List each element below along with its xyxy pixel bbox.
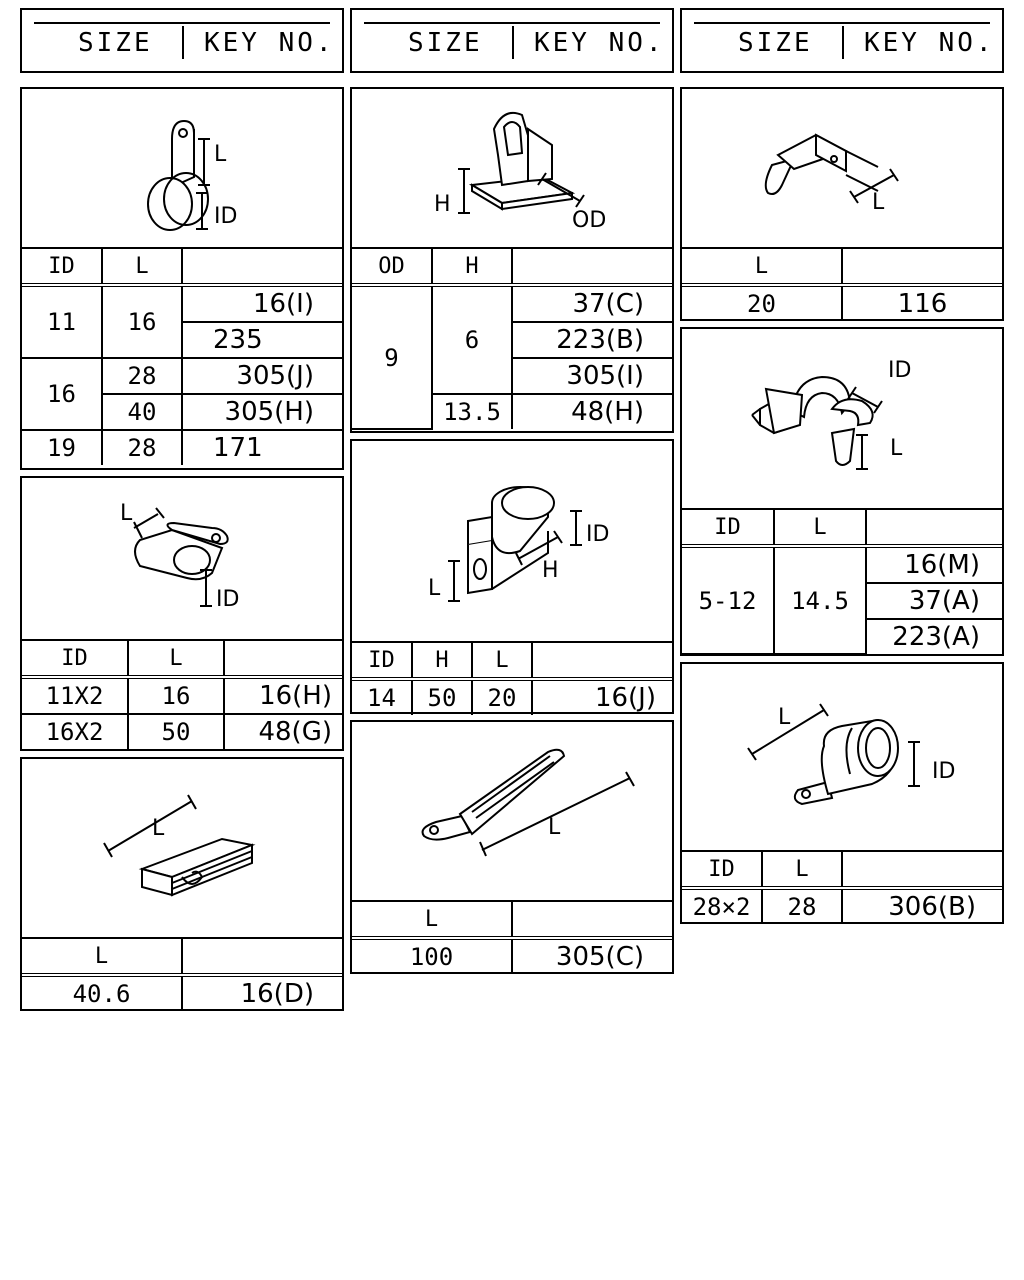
cell-h: 13.5 bbox=[432, 394, 512, 429]
col-header-od: OD bbox=[352, 248, 432, 285]
cell-id: 14 bbox=[352, 679, 412, 715]
col-header-id: ID bbox=[22, 248, 102, 285]
size-header: SIZE bbox=[738, 28, 813, 58]
dim-label-l: L bbox=[548, 815, 561, 840]
grommet-drawing bbox=[352, 89, 672, 247]
cell-key: 116 bbox=[842, 285, 1002, 321]
col-header-key bbox=[532, 642, 672, 679]
cell-key: 16(J) bbox=[532, 679, 672, 715]
col-header-l: L bbox=[682, 248, 842, 285]
clip-d-table bbox=[682, 247, 1002, 321]
part-clip-f bbox=[680, 662, 1004, 924]
dim-label-l: L bbox=[778, 705, 791, 730]
col-header-key bbox=[842, 851, 1002, 888]
cell-key: 235 bbox=[182, 322, 342, 358]
col-header-id: ID bbox=[352, 642, 412, 679]
cell-id: 28×2 bbox=[682, 888, 762, 924]
header-col3 bbox=[680, 8, 1004, 73]
key-no-header: KEY NO. bbox=[204, 28, 335, 58]
key-no-header: KEY NO. bbox=[534, 28, 665, 58]
clip-f-table bbox=[682, 850, 1002, 924]
dim-label-id: ID bbox=[214, 204, 238, 229]
clip-b-table bbox=[22, 639, 342, 749]
cell-key: 48(G) bbox=[224, 714, 342, 749]
cell-l: 28 bbox=[102, 430, 182, 465]
cell-key: 305(J) bbox=[182, 358, 342, 394]
clip-e-table bbox=[682, 508, 1002, 655]
cell-key: 305(I) bbox=[512, 358, 672, 394]
cell-l: 100 bbox=[352, 938, 512, 974]
cell-id: 16 bbox=[22, 358, 102, 430]
part-clip-a bbox=[20, 87, 344, 470]
cell-od: 9 bbox=[352, 285, 432, 429]
cell-key: 223(A) bbox=[866, 619, 1002, 654]
dim-label-l: L bbox=[428, 576, 441, 601]
cell-l: 20 bbox=[472, 679, 532, 715]
strap-drawing bbox=[352, 722, 672, 900]
col-header-key bbox=[512, 248, 672, 285]
clip-b-drawing bbox=[22, 478, 342, 639]
size-header: SIZE bbox=[408, 28, 483, 58]
cell-l: 40.6 bbox=[22, 975, 182, 1011]
cell-key: 305(C) bbox=[512, 938, 672, 974]
clip-d-drawing bbox=[682, 89, 1002, 247]
dim-label-l: L bbox=[152, 816, 165, 841]
header-col1 bbox=[20, 8, 344, 73]
col-header-key bbox=[512, 901, 672, 938]
dim-label-od: OD bbox=[572, 208, 607, 233]
cell-key: 37(C) bbox=[512, 285, 672, 322]
part-grommet bbox=[350, 87, 674, 433]
dim-label-h: H bbox=[542, 558, 559, 583]
cell-l: 28 bbox=[762, 888, 842, 924]
cell-l: 16 bbox=[128, 677, 224, 714]
key-no-header: KEY NO. bbox=[864, 28, 995, 58]
dim-label-l: L bbox=[872, 190, 885, 215]
col-header-key bbox=[866, 509, 1002, 546]
col-header-l: L bbox=[22, 938, 182, 975]
cell-key: 16(D) bbox=[182, 975, 342, 1011]
cell-key: 16(M) bbox=[866, 546, 1002, 583]
dim-label-l: L bbox=[214, 142, 227, 167]
clip-a-table bbox=[22, 247, 342, 465]
col-header-l: L bbox=[102, 248, 182, 285]
cell-id: 11X2 bbox=[22, 677, 128, 714]
cell-key: 306(B) bbox=[842, 888, 1002, 924]
cell-h: 6 bbox=[432, 285, 512, 394]
col-header-id: ID bbox=[682, 509, 774, 546]
col-header-l: L bbox=[472, 642, 532, 679]
clip-e-drawing bbox=[682, 329, 1002, 508]
cell-l: 20 bbox=[682, 285, 842, 321]
dim-label-id: ID bbox=[216, 587, 240, 612]
col-header-h: H bbox=[412, 642, 472, 679]
cell-l: 40 bbox=[102, 394, 182, 430]
col-header-l: L bbox=[352, 901, 512, 938]
part-clip-c bbox=[20, 757, 344, 1011]
col-header-l: L bbox=[128, 640, 224, 677]
cell-key: 37(A) bbox=[866, 583, 1002, 619]
cell-l: 28 bbox=[102, 358, 182, 394]
part-strap bbox=[350, 720, 674, 974]
cell-key: 223(B) bbox=[512, 322, 672, 358]
clip-c-table bbox=[22, 937, 342, 1011]
col-header-l: L bbox=[774, 509, 866, 546]
part-bracket bbox=[350, 439, 674, 714]
cell-key: 16(I) bbox=[182, 285, 342, 322]
col-header-key bbox=[842, 248, 1002, 285]
grommet-table bbox=[352, 247, 672, 430]
part-clip-b bbox=[20, 476, 344, 751]
col-header-h: H bbox=[432, 248, 512, 285]
bracket-table bbox=[352, 641, 672, 715]
col-header-key bbox=[182, 248, 342, 285]
cell-id: 16X2 bbox=[22, 714, 128, 749]
part-clip-d bbox=[680, 87, 1004, 321]
cell-h: 50 bbox=[412, 679, 472, 715]
clip-c-drawing bbox=[22, 759, 342, 937]
cell-key: 171 bbox=[182, 430, 342, 465]
cell-id: 11 bbox=[22, 285, 102, 358]
strap-table bbox=[352, 900, 672, 974]
bracket-drawing bbox=[352, 441, 672, 641]
cell-id: 5-12 bbox=[682, 546, 774, 654]
dim-label-l: L bbox=[120, 501, 133, 526]
col-header-key bbox=[224, 640, 342, 677]
clip-a-drawing bbox=[22, 89, 342, 247]
dim-label-l: L bbox=[890, 436, 903, 461]
col-header-id: ID bbox=[682, 851, 762, 888]
cell-key: 48(H) bbox=[512, 394, 672, 429]
col-header-l: L bbox=[762, 851, 842, 888]
cell-key: 305(H) bbox=[182, 394, 342, 430]
cell-l: 16 bbox=[102, 285, 182, 358]
dim-label-h: H bbox=[434, 192, 451, 217]
header-col2 bbox=[350, 8, 674, 73]
col-header-key bbox=[182, 938, 342, 975]
clip-f-drawing bbox=[682, 664, 1002, 850]
col-header-id: ID bbox=[22, 640, 128, 677]
cell-l: 50 bbox=[128, 714, 224, 749]
dim-label-id: ID bbox=[888, 358, 912, 383]
dim-label-id: ID bbox=[932, 759, 956, 784]
cell-key: 16(H) bbox=[224, 677, 342, 714]
cell-id: 19 bbox=[22, 430, 102, 465]
size-header: SIZE bbox=[78, 28, 153, 58]
cell-l: 14.5 bbox=[774, 546, 866, 654]
part-clip-e bbox=[680, 327, 1004, 656]
dim-label-id: ID bbox=[586, 522, 610, 547]
